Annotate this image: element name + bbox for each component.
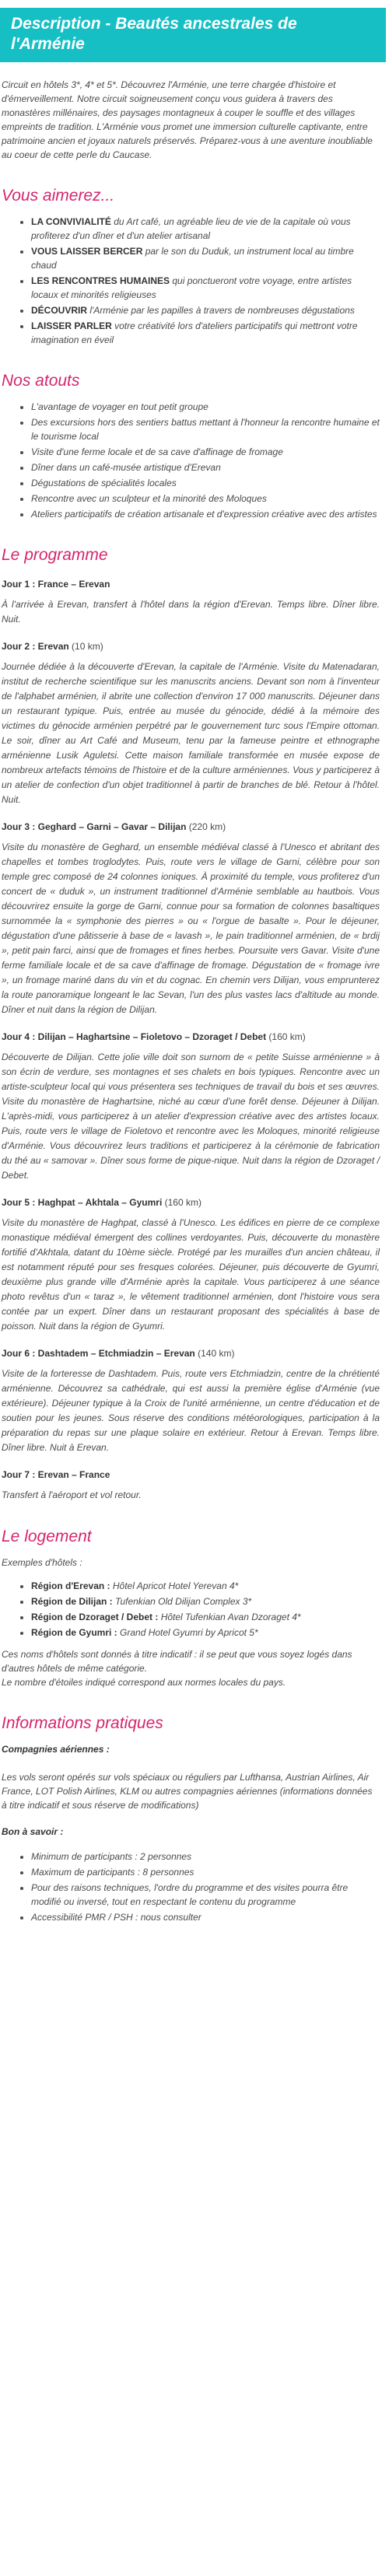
section-banner: Description - Beautés ancestrales de l'Arménie: [0, 8, 386, 62]
program-days: [2, 577, 380, 1503]
lodging-heading: Le logement: [2, 1528, 92, 1545]
day-text: Journée dédiée à la découverte d'Erevan, la capitale de l'Arménie. Visite du Matenadaran, institut de recherche scientifique sur les manuscrits anciens. Devant son nom à l'inventeur de l'alphabet arménien, il abrite une collection d'environ 17 000 manuscrits. Déjeuner dans un restaurant typique. Puis, entrée au musée du génocide, dédié à la mémoire des victimes du génocide arménien perpétré par le gouvernement turc sous l'Empire ottoman. Le soir, dîner au Art Café and Museum, tenu par la fameuse peintre et ethnographe arménienne Lusik Aguletsi. Cette maison familiale transformée en musée expose de nombreux artefacts témoins de l'histoire et de la culture arméniennes. Vous y participerez à un atelier de confection d'un objet traditionnel à partir de branches de blé. Retour à l'hôtel. Nuit.: [2, 661, 380, 805]
love-list: [2, 215, 380, 347]
list-item: • Minimum de participants : 2 personnes: [31, 1850, 380, 1864]
day-text: Visite de la forteresse de Dashtadem. Puis, route vers Etchmiadzin, centre de la chrétienté arménienne. Découvrez sa cathédrale, qui est aussi la première église d'Arménie (vue extérieure). Déjeuner typique à la Croix de l'unité arménienne, un centre d'éducation et de soutien pour les jeunes. Sous réserve des conditions météorologiques, participation à la préparation du repas sur une plaque solaire en extérieur. Retour à Erevan. Temps libre. Dîner libre. Nuit à Erevan.: [2, 1368, 380, 1453]
list-item: • Rencontre avec un sculpteur et la minorité des Moloques: [31, 492, 380, 506]
list-item: • Dégustations de spécialités locales: [31, 476, 380, 490]
list-item: • VOUS LAISSER BERCER par le son du Duduk, un instrument local au timbre chaud: [31, 244, 380, 272]
content: [0, 78, 389, 1924]
day-title: Jour 3 : Geghard – Garni – Gavar – Dilijan (220 km): [2, 821, 226, 832]
list-item: • LAISSER PARLER votre créativité lors d'ateliers participatifs qui mettront votre imagination en éveil: [31, 319, 380, 347]
list-item: • Région d'Erevan : Hôtel Apricot Hotel Yerevan 4*: [31, 1579, 380, 1593]
day-text: Visite du monastère de Haghpat, classé à l'Unesco. Les édifices en pierre de ce complexe monastique médiéval émergent des collines verdoyantes. Puis, découverte du monastère fortifié d'Akhtala, datant du 10ème siècle. Protégé par les murailles d'un ancien château, il est notamment réputé pour ses fresques colorées. Déjeuner, puis découverte de Gyumri, deuxième plus grande ville d'Arménie après la capitale. Vous participerez à une séance photo revêtus d'un « taraz », le vêtement traditionnel arménien, dont l'histoire vous sera contée par un expert. Dîner dans un restaurant proposant des spécialités à base de poisson. Nuit dans la région de Gyumri.: [2, 1217, 380, 1332]
day-title: Jour 2 : Erevan (10 km): [2, 641, 103, 652]
list-item: • DÉCOUVRIR l'Arménie par les papilles à travers de nombreuses dégustations: [31, 303, 380, 317]
program-heading: Le programme: [2, 546, 108, 564]
airlines-title: Compagnies aériennes :: [2, 1744, 110, 1755]
day-text: Découverte de Dilijan. Cette jolie ville doit son surnom de « petite Suisse arménienne » à son écrin de verdure, ses montagnes et ses chalets en bois typiques. Rencontre avec un artiste-sculpteur local qui vous présentera ses techniques de travail du bois et ses œuvres. Visite du monastère de Haghartsine, niché au cœur d'une forêt dense. Déjeuner à Dilijan. L'après-midi, vous participerez à un atelier d'expression créative avec des artistes locaux. Puis, route vers le village de Fioletovo et rencontre avec les Moloques, minorité religieuse d'Arménie. Vous découvrirez leurs traditions et participerez à la cérémonie de fabrication du thé au « samovar ». Dîner sous forme de pique-nique. Nuit dans la région de Dzoraget / Debet.: [2, 1052, 380, 1181]
list-item: • LES RENCONTRES HUMAINES qui ponctueront votre voyage, entre artistes locaux et minorités religieuses: [31, 274, 380, 302]
list-item: • Ateliers participatifs de création artisanale et d'expression créative avec des artistes: [31, 507, 380, 521]
day-title: Jour 4 : Dilijan – Haghartsine – Fioletovo – Dzoraget / Debet (160 km): [2, 1031, 306, 1042]
day-text: Transfert à l'aéroport et vol retour.: [2, 1489, 142, 1500]
list-item: • Maximum de participants : 8 personnes: [31, 1865, 380, 1879]
list-item: • Région de Dilijan : Tufenkian Old Dilijan Complex 3*: [31, 1594, 380, 1608]
day-title: Jour 1 : France – Erevan: [2, 579, 110, 590]
list-item: • Dîner dans un café-musée artistique d'Erevan: [31, 460, 380, 474]
list-item: • LA CONVIVIALITÉ du Art café, un agréable lieu de vie de la capitale où vous profiterez d'un dîner et d'un atelier artisanal: [31, 215, 380, 243]
assets-list: [2, 400, 380, 521]
hotels-note: Ces noms d'hôtels sont donnés à titre indicatif : il se peut que vous soyez logés dans d'autres hôtels de même catégorie. Le nombre d'étoiles indiqué correspond aux normes locales du pays.: [2, 1649, 352, 1688]
list-item: • Visite d'une ferme locale et de sa cave d'affinage de fromage: [31, 445, 380, 459]
intro-paragraph: Circuit en hôtels 3*, 4* et 5*. Découvrez l'Arménie, une terre chargée d'histoire et d'émerveillement. Notre circuit soigneusement conçu vous guidera à travers des monastères millénaires, des paysages montagneux à couper le souffle et des villages empreints de tradition. L'Arménie vous promet une immersion culturelle captivante, entre patrimoine ancien et joyaux naturels préservés. Préparez-vous à une aventure inoubliable au coeur de cette perle du Caucase.: [2, 79, 373, 160]
day-text: À l'arrivée à Erevan, transfert à l'hôtel dans la région d'Erevan. Temps libre. Dîner libre. Nuit.: [2, 599, 380, 625]
practical-heading: Informations pratiques: [2, 1714, 163, 1732]
hotels-label: Exemples d'hôtels :: [2, 1557, 82, 1568]
list-item: • Accessibilité PMR / PSH : nous consulter: [31, 1910, 380, 1924]
day-title: Jour 5 : Haghpat – Akhtala – Gyumri (160 km): [2, 1197, 202, 1208]
day-title: Jour 6 : Dashtadem – Etchmiadzin – Erevan (140 km): [2, 1348, 235, 1359]
list-item: • Région de Gyumri : Grand Hotel Gyumri by Apricot 5*: [31, 1626, 380, 1640]
day-text: Visite du monastère de Geghard, un ensemble médiéval classé à l'Unesco et abritant des chapelles et tombes troglodytes. Puis, route vers le village de Garni, célèbre pour son temple grec composé de 24 colonnes ioniques. À proximité du temple, vous profiterez d'un concert de « duduk », un instrument traditionnel d'Arménie semblable au hautbois. Vous découvrirez ensuite la gorge de Garni, connue pour sa formation de colonnes basaltiques surnommée la « symphonie des pierres » ou « l'orgue de basalte ». Pour le déjeuner, dégustation d'une pâtisserie à base de « lavash », le pain traditionnel arménien, de « brdij », petit pain farci, ainsi que de fromages et fines herbes. Poursuite vers Gavar. Visite d'une ferme familiale locale et de sa cave d'affinage de fromage. Dégustation de « fromage ivre », un fromage mariné dans du vin et du cognac. En chemin vers Dilijan, vous emprunterez la route panoramique longeant le lac Sevan, l'un des plus vastes lacs d'altitude au monde. Dîner et nuit dans la région de Dilijan.: [2, 842, 380, 1015]
airlines-text: Les vols seront opérés sur vols spéciaux ou réguliers par Lufthansa, Austrian Airlines, Air France, LOT Polish Airlines, KLM ou autres compagnies aériennes (informations données à titre indicatif et sous réserve de modifications): [2, 1772, 373, 1811]
assets-heading: Nos atouts: [2, 372, 80, 390]
list-item: • Pour des raisons techniques, l'ordre du programme et des visites pourra être modifié ou inversé, tout en respectant le contenu du programme: [31, 1881, 380, 1909]
day-title: Jour 7 : Erevan – France: [2, 1469, 110, 1480]
love-heading: Vous aimerez...: [2, 187, 115, 205]
list-item: • Des excursions hors des sentiers battus mettant à l'honneur la rencontre humaine et le tourisme local: [31, 415, 380, 443]
hotels-list: [2, 1579, 380, 1640]
list-item: • Région de Dzoraget / Debet : Hôtel Tufenkian Avan Dzoraget 4*: [31, 1610, 380, 1624]
good-to-know-title: Bon à savoir :: [2, 1826, 64, 1837]
list-item: • L'avantage de voyager en tout petit groupe: [31, 400, 380, 414]
good-to-know-list: [2, 1850, 380, 1924]
